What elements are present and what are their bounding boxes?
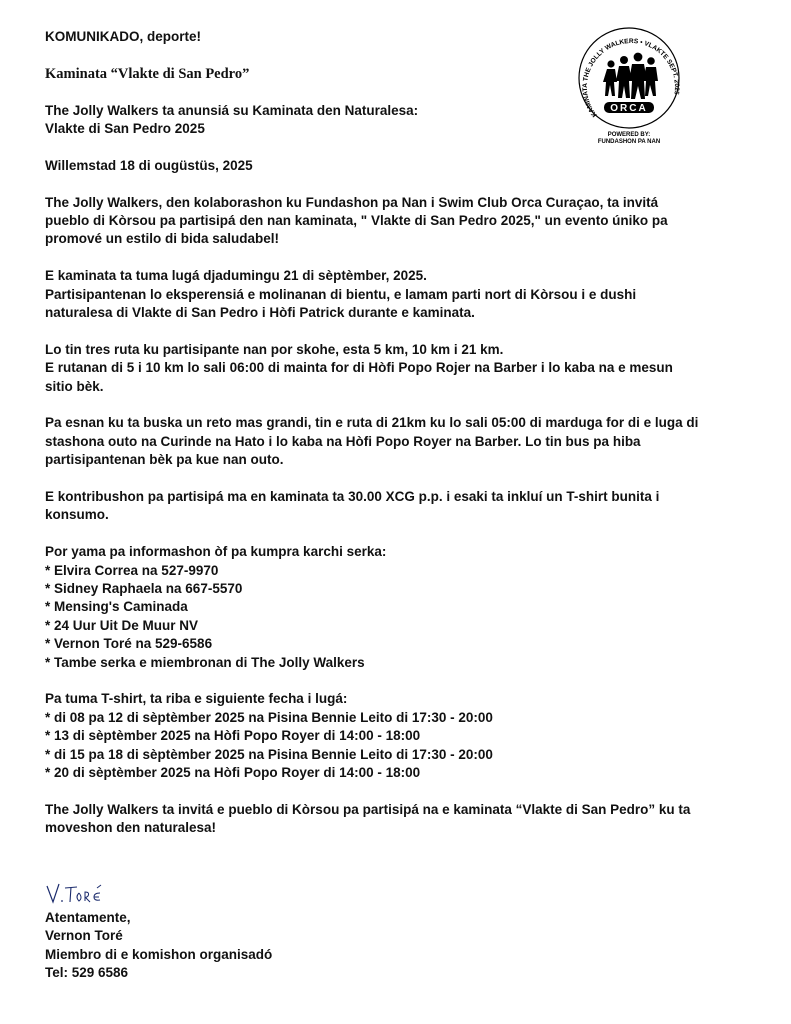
paragraph-5-line: E kontribushon pa partisipá ma en kaminata ta 30.00 XCG p.p. i esaki ta inkluí un T-shirt bunita i	[45, 489, 660, 505]
logo-ring-text: KAMINATA THE JOLLY WALKERS • VLAKTE SEPT. 2025	[581, 38, 680, 119]
handwritten-signature	[45, 880, 105, 906]
paragraph-4-line: stashona outo na Curinde na Hato i lo kaba na Hòfi Popo Royer na Barber. Lo tin bus pa hiba	[45, 433, 641, 449]
tshirt-heading: Pa tuma T-shirt, ta riba e siguiente fecha i lugá:	[45, 691, 348, 707]
closing-line: The Jolly Walkers ta invitá e pueblo di Kòrsou pa partisipá na e kaminata “Vlakte di San Pedro” ku ta	[45, 801, 691, 817]
tshirt-list-item: * 13 di sèptèmber 2025 na Hòfi Popo Royer di 14:00 - 18:00	[45, 728, 421, 744]
paragraph-3-line: Lo tin tres ruta ku partisipante nan por skohe, esta 5 km, 10 km i 21 km.	[45, 341, 504, 357]
info-list-item: * Sidney Raphaela na 667-5570	[45, 581, 243, 597]
paragraph-4-line: Pa esnan ku ta buska un reto mas grandi, tin e ruta di 21km ku lo sali 05:00 di marduga for di e luga di	[45, 415, 699, 431]
paragraph-5-line: konsumo.	[45, 507, 109, 523]
info-list-item: * Vernon Toré na 529-6586	[45, 636, 213, 652]
info-list-item: * 24 Uur Uit De Muur NV	[45, 617, 199, 633]
tshirt-list-item: * di 15 pa 18 di sèptèmber 2025 na Pisina Bennie Leito di 17:30 - 20:00	[45, 746, 493, 762]
paragraph-2-line: naturalesa di Vlakte di San Pedro i Hòfi Patrick durante e kaminata.	[45, 305, 475, 321]
signature-block	[45, 909, 760, 983]
paragraph-3-line: sitio bèk.	[45, 378, 104, 394]
tshirt-list-item: * 20 di sèptèmber 2025 na Hòfi Popo Royer di 14:00 - 18:00	[45, 765, 421, 781]
paragraph-4-line: partisipantenan bèk pa kue nan outo.	[45, 452, 284, 468]
info-list-item: * Tambe serka e miembronan di The Jolly Walkers	[45, 654, 365, 670]
logo-foundation: FUNDASHON PA NAN	[597, 139, 661, 145]
info-list-item: * Mensing's Caminada	[45, 599, 188, 615]
walkers-silhouette-icon	[603, 53, 658, 99]
paragraph-3-line: E rutanan di 5 i 10 km lo sali 06:00 di mainta for di Hòfi Popo Rojer na Barber i lo kaba na e mesun	[45, 360, 673, 376]
intro-line: Vlakte di San Pedro 2025	[45, 121, 205, 136]
document-title: Kaminata “Vlakte di San Pedro”	[45, 65, 250, 82]
info-heading: Por yama pa informashon òf pa kumpra karchi serka:	[45, 544, 387, 560]
intro-line: The Jolly Walkers ta anunsiá su Kaminata den Naturalesa:	[45, 102, 419, 118]
closing-greeting: Atentamente,	[45, 910, 131, 925]
signer-phone: Tel: 529 6586	[45, 965, 129, 981]
tshirt-list-item: * di 08 pa 12 di sèptèmber 2025 na Pisina Bennie Leito di 17:30 - 20:00	[45, 709, 493, 725]
paragraph-1-line: pueblo di Kòrsou pa partisipá den nan kaminata, " Vlakte di San Pedro 2025," un evento úniko pa	[45, 213, 668, 228]
komunikado-heading: KOMUNIKADO, deporte!	[45, 29, 201, 44]
paragraph-1-line: promové un estilo di bida saludabel!	[45, 231, 280, 247]
signer-name: Vernon Toré	[45, 928, 123, 944]
signer-role: Miembro di e komishon organisadó	[45, 946, 273, 962]
info-list-item: * Elvira Correa na 527-9970	[45, 562, 219, 578]
closing-line: moveshon den naturalesa!	[45, 820, 217, 836]
paragraph-2-line: Partisipantenan lo eksperensiá e molinanan di bientu, e lamam parti nort di Kòrsou i e dushi	[45, 286, 637, 302]
jolly-walkers-logo	[577, 20, 681, 150]
paragraph-1-line: The Jolly Walkers, den kolaborashon ku Fundashon pa Nan i Swim Club Orca Curaçao, ta invitá	[45, 194, 659, 210]
paragraph-2-line: E kaminata ta tuma lugá djadumingu 21 di sèptèmber, 2025.	[45, 268, 427, 284]
logo-powered-by: POWERED BY:	[607, 132, 651, 138]
date-line: Willemstad 18 di ougüstüs, 2025	[45, 157, 253, 173]
logo-brand: ORCA	[610, 103, 648, 114]
